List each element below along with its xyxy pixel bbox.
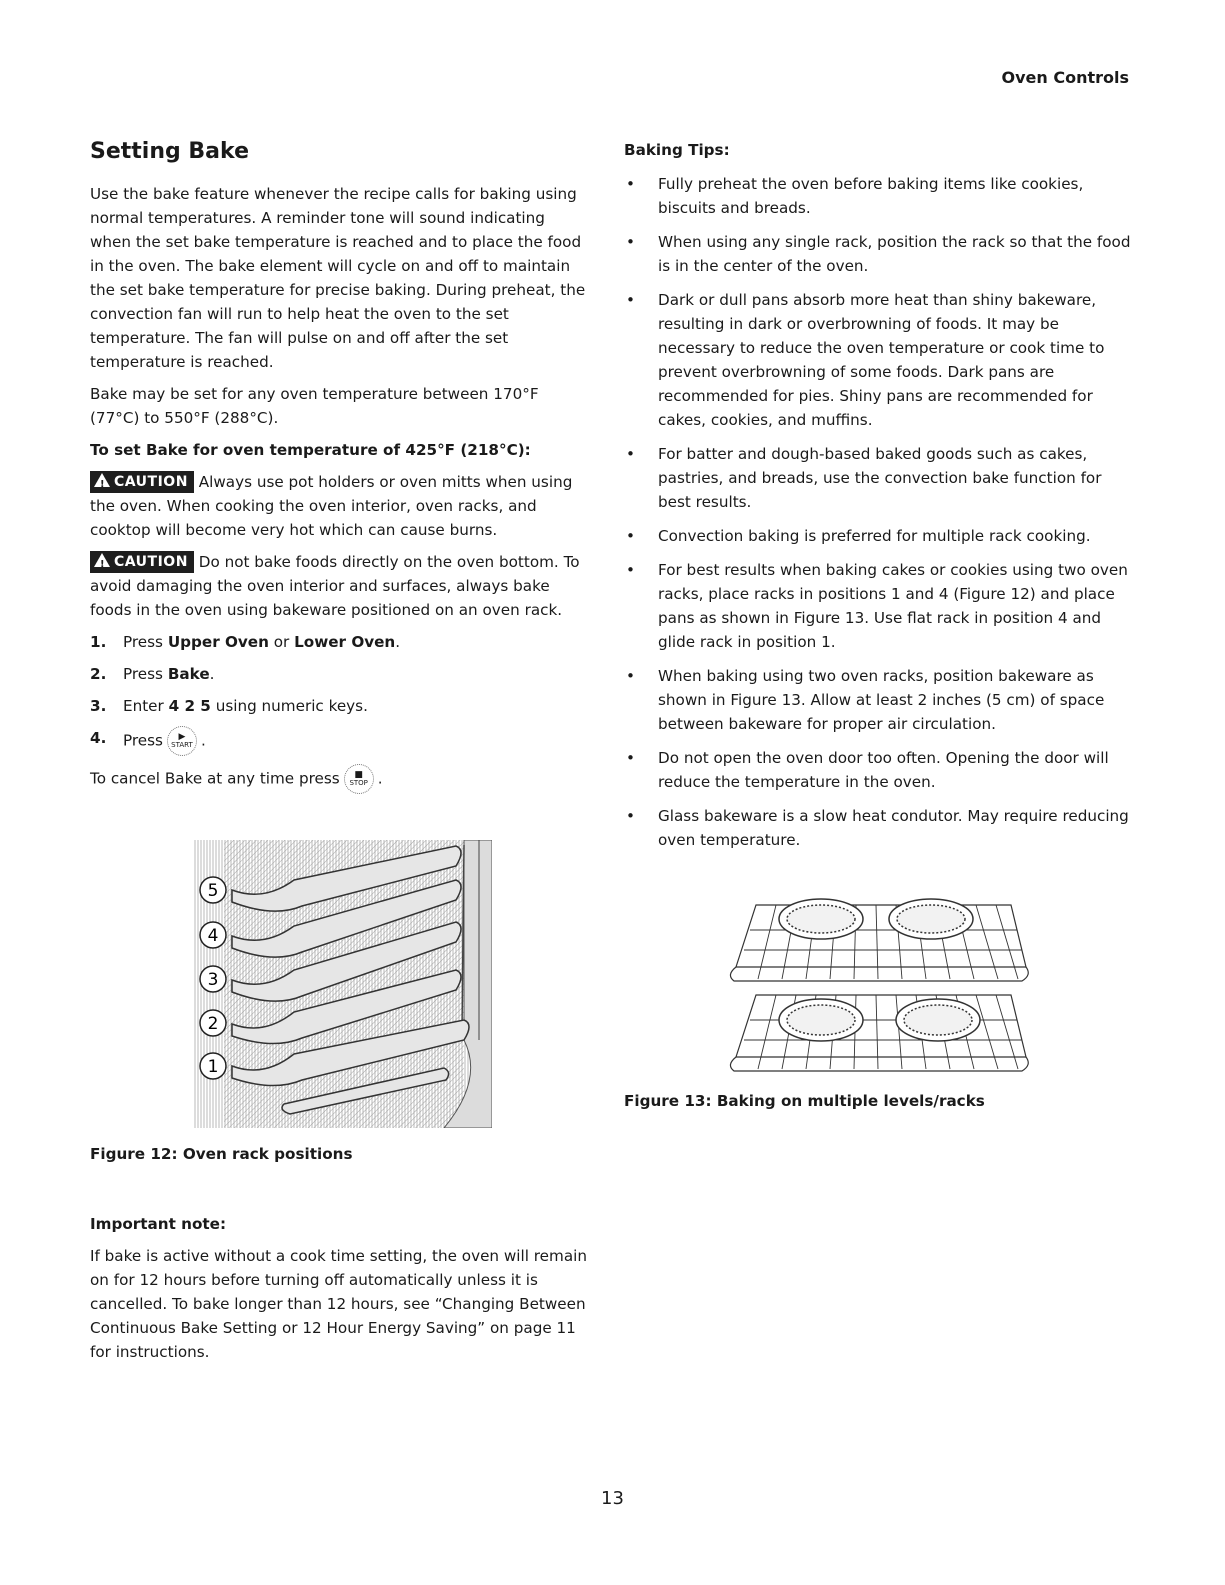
temperature-range: Bake may be set for any oven temperature between 170°F (77°C) to 550°F (288°C). [90,385,539,427]
multiple-racks-figure [726,895,1031,1075]
caution-badge: !CAUTION [90,551,194,573]
tip-item: • When using any single rack, position the rack so that the food is in the center of the oven. [624,230,1134,278]
tip-item: • Fully preheat the oven before baking items like cookies, biscuits and breads. [624,172,1134,220]
oven-rack-positions-figure [194,840,492,1128]
cancel-instruction: To cancel Bake at any time press ■ STOP . [90,764,590,794]
section-header: Oven Controls [1001,68,1129,87]
bullet-icon: • [626,445,635,463]
upper-oven-key: Upper Oven [167,633,269,651]
rack-label-4: 4 [207,926,219,946]
bullet-icon: • [626,291,635,309]
upper-rack [730,905,1028,981]
right-column [624,138,1134,862]
step-item: 3. Enter 4 2 5 using numeric keys. [90,697,368,715]
caution-text-2: Do not bake foods directly on the oven bottom. To avoid damaging the oven interior and surfaces, always bake foods in the oven using bakeware positioned on an oven rack. [90,553,580,619]
important-note-body: If bake is active without a cook time setting, the oven will remain on for 12 hours before turning off automatically unless it is cancelled. To bake longer than 12 hours, see “Changing Between Continuous Bake Setting or 12 Hour Energy Saving” on page 11 for instructions. [90,1247,587,1361]
lower-rack [730,995,1028,1071]
warning-triangle-icon [94,473,110,487]
tip-item: • For best results when baking cakes or cookies using two oven racks, place racks in positions 1 and 4 (Figure 12) and place pans as shown in Figure 13. Use flat rack in position 4 and glide rack in position 1. [624,558,1134,654]
step-item: 4. Press ▶ START . [90,726,590,756]
tip-item: • Do not open the oven door too often. Opening the door will reduce the temperature in the oven. [624,746,1134,794]
rack-label-5: 5 [207,881,219,901]
caution-paragraph-2 [90,550,590,622]
important-note-heading: Important note: [90,1215,227,1233]
stop-key-icon: ■ STOP [344,764,374,794]
tip-item: • For batter and dough-based baked goods such as cakes, pastries, and breads, use the convection bake function for best results. [624,442,1134,514]
bullet-icon: • [626,807,635,825]
lower-oven-key: Lower Oven [294,633,396,651]
tip-item: • Glass bakeware is a slow heat condutor. May require reducing oven temperature. [624,804,1134,852]
caution-badge: !CAUTION [90,471,194,493]
important-note [90,1212,590,1372]
figure-12-caption: Figure 12: Oven rack positions [90,1145,353,1163]
procedure-subhead: To set Bake for oven temperature of 425°F (218°C): [90,441,531,459]
tip-item: • Convection baking is preferred for multiple rack cooking. [624,524,1134,548]
figure-13-caption: Figure 13: Baking on multiple levels/racks [624,1092,985,1110]
bullet-icon: • [626,527,635,545]
rack-label-3: 3 [207,970,219,990]
bullet-icon: • [626,233,635,251]
baking-tips-heading: Baking Tips: [624,141,730,159]
tip-item: • Dark or dull pans absorb more heat than shiny bakeware, resulting in dark or overbrowning of foods. It may be necessary to reduce the oven temperature or cook time to prevent overbrowning of some foods. Dark pans are recommended for pies. Shiny pans are recommended for cakes, cookies, and muffins. [624,288,1134,432]
bullet-icon: • [626,175,635,193]
page-title: Setting Bake [90,139,249,164]
rack-label-1: 1 [207,1057,219,1077]
step-item: 2. Press Bake. [90,665,215,683]
numeric-entry: 4 2 5 [168,697,211,715]
caution-text-1: Always use pot holders or oven mitts when using the oven. When cooking the oven interior, oven racks, and cooktop will become very hot which can cause burns. [90,473,573,539]
bake-steps [90,630,590,756]
left-column [90,138,590,802]
intro-paragraph: Use the bake feature whenever the recipe calls for baking using normal temperatures. A reminder tone will sound indicating when the set bake temperature is reached and to place the food in the oven. The bake element will cycle on and off to maintain the set bake temperature for precise baking. During preheat, the convection fan will run to help heat the oven to the set temperature. The fan will pulse on and off after the set temperature is reached. [90,185,586,371]
start-key-icon: ▶ START [167,726,197,756]
caution-paragraph-1 [90,470,590,542]
baking-tips-list [624,172,1134,852]
page-number: 13 [601,1488,624,1509]
bullet-icon: • [626,561,635,579]
step-item: 1. Press Upper Oven or Lower Oven. [90,633,401,651]
warning-triangle-icon [94,553,110,567]
bullet-icon: • [626,749,635,767]
tip-item: • When baking using two oven racks, position bakeware as shown in Figure 13. Allow at least 2 inches (5 cm) of space between bakeware for proper air circulation. [624,664,1134,736]
bake-key: Bake [167,665,210,683]
bullet-icon: • [626,667,635,685]
rack-label-2: 2 [207,1014,219,1034]
